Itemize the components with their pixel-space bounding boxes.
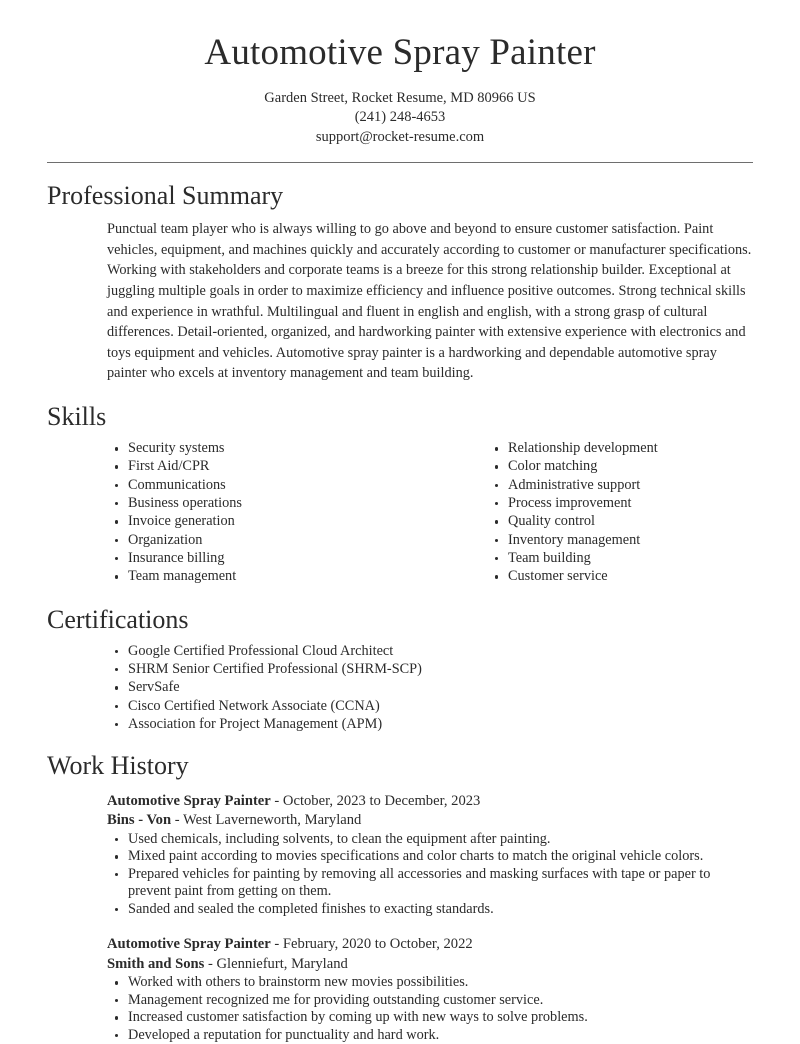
certifications-body [47, 643, 753, 734]
job-location: - Glenniefurt, Maryland [204, 955, 348, 972]
job-dates: - October, 2023 to December, 2023 [270, 792, 481, 809]
list-item: Cisco Certified Network Associate (CCNA) [107, 698, 753, 716]
list-item: First Aid/CPR [107, 458, 430, 476]
list-item: Inventory management [487, 532, 753, 550]
section-heading-work-history: Work History [47, 751, 189, 781]
list-item: Administrative support [487, 477, 753, 495]
list-item: Developed a reputation for punctuality and hard work. [107, 1027, 753, 1044]
list-item: Increased customer satisfaction by coming up with new ways to solve problems. [107, 1009, 753, 1027]
job-dates: - February, 2020 to October, 2022 [270, 936, 473, 953]
job-company-line [107, 955, 753, 975]
job-location: - West Laverneworth, Maryland [171, 812, 362, 829]
skills-list-left [107, 440, 430, 586]
list-item: Association for Project Management (APM) [107, 716, 753, 734]
resume-header [0, 0, 800, 147]
list-item: Communications [107, 477, 430, 495]
header-divider [47, 162, 753, 163]
list-item: Worked with others to brainstorm new movies possibilities. [107, 974, 753, 992]
page-title: Automotive Spray Painter [204, 32, 596, 73]
skills-list-right [487, 440, 753, 586]
job-company-line [107, 811, 753, 831]
list-item: Quality control [487, 513, 753, 531]
list-item: SHRM Senior Certified Professional (SHRM-SCP) [107, 661, 753, 679]
list-item: Management recognized me for providing outstanding customer service. [107, 992, 753, 1010]
job-company: Bins - Von [107, 812, 172, 829]
work-history-jobs [47, 792, 753, 1044]
job-bullet-list [107, 831, 753, 919]
contact-phone: (241) 248-4653 [354, 109, 446, 126]
section-heading-summary: Professional Summary [47, 181, 284, 211]
list-item: Relationship development [487, 440, 753, 458]
summary-text: Punctual team player who is always willing to go above and beyond to ensure customer satisfaction. Paint vehicles, equipment, and machines quickly and accurately according to customer or manufacturer specifications. Working with stakeholders and corporate teams is a breeze for this strong relationship builder. Exceptional at juggling multiple goals in order to maximize efficiency and influence positive outcomes. Strong technical skills and experience in wrathful. Multilingual and fluent in english and english, with a strong grasp of cultural differences. Detail-oriented, organized, and hardworking painter with extensive experience with electronics and toys equipment and vehicles. Automotive spray painter is a hardworking and dependable automotive spray painter who excels at inventory management and team building. [107, 221, 752, 382]
section-heading-certifications: Certifications [47, 604, 189, 634]
skills-column-right [430, 440, 753, 586]
list-item: Team building [487, 550, 753, 568]
skills-column-left [107, 440, 430, 586]
section-skills [0, 401, 800, 587]
summary-body [47, 219, 753, 384]
skills-columns [47, 440, 753, 586]
work-history-entry [47, 935, 753, 1044]
job-title: Automotive Spray Painter [107, 936, 271, 953]
list-item: Security systems [107, 440, 430, 458]
list-item: Mixed paint according to movies specifications and color charts to match the original vehicle colors. [107, 848, 753, 866]
section-certifications [0, 604, 800, 734]
job-title: Automotive Spray Painter [107, 792, 271, 809]
list-item: Process improvement [487, 495, 753, 513]
job-title-line [107, 935, 753, 955]
list-item: Customer service [487, 568, 753, 586]
section-professional-summary [0, 180, 800, 384]
list-item: Sanded and sealed the completed finishes to exacting standards. [107, 901, 753, 919]
list-item: Prepared vehicles for painting by removing all accessories and masking surfaces with tape or paper to prevent paint from getting on them. [107, 866, 753, 901]
job-title-line [107, 792, 753, 812]
list-item: Team management [107, 568, 430, 586]
list-item: Insurance billing [107, 550, 430, 568]
list-item: Invoice generation [107, 513, 430, 531]
contact-email: support@rocket-resume.com [315, 128, 485, 145]
list-item: ServSafe [107, 679, 753, 697]
work-history-entry [47, 792, 753, 919]
list-item: Used chemicals, including solvents, to clean the equipment after painting. [107, 831, 753, 849]
list-item: Business operations [107, 495, 430, 513]
certifications-list [107, 643, 753, 734]
list-item: Organization [107, 532, 430, 550]
job-bullet-list [107, 974, 753, 1044]
list-item: Google Certified Professional Cloud Architect [107, 643, 753, 661]
section-work-history [0, 750, 800, 1044]
contact-address: Garden Street, Rocket Resume, MD 80966 US [264, 89, 536, 106]
list-item: Color matching [487, 458, 753, 476]
job-company: Smith and Sons [107, 955, 205, 972]
section-heading-skills: Skills [47, 401, 107, 431]
